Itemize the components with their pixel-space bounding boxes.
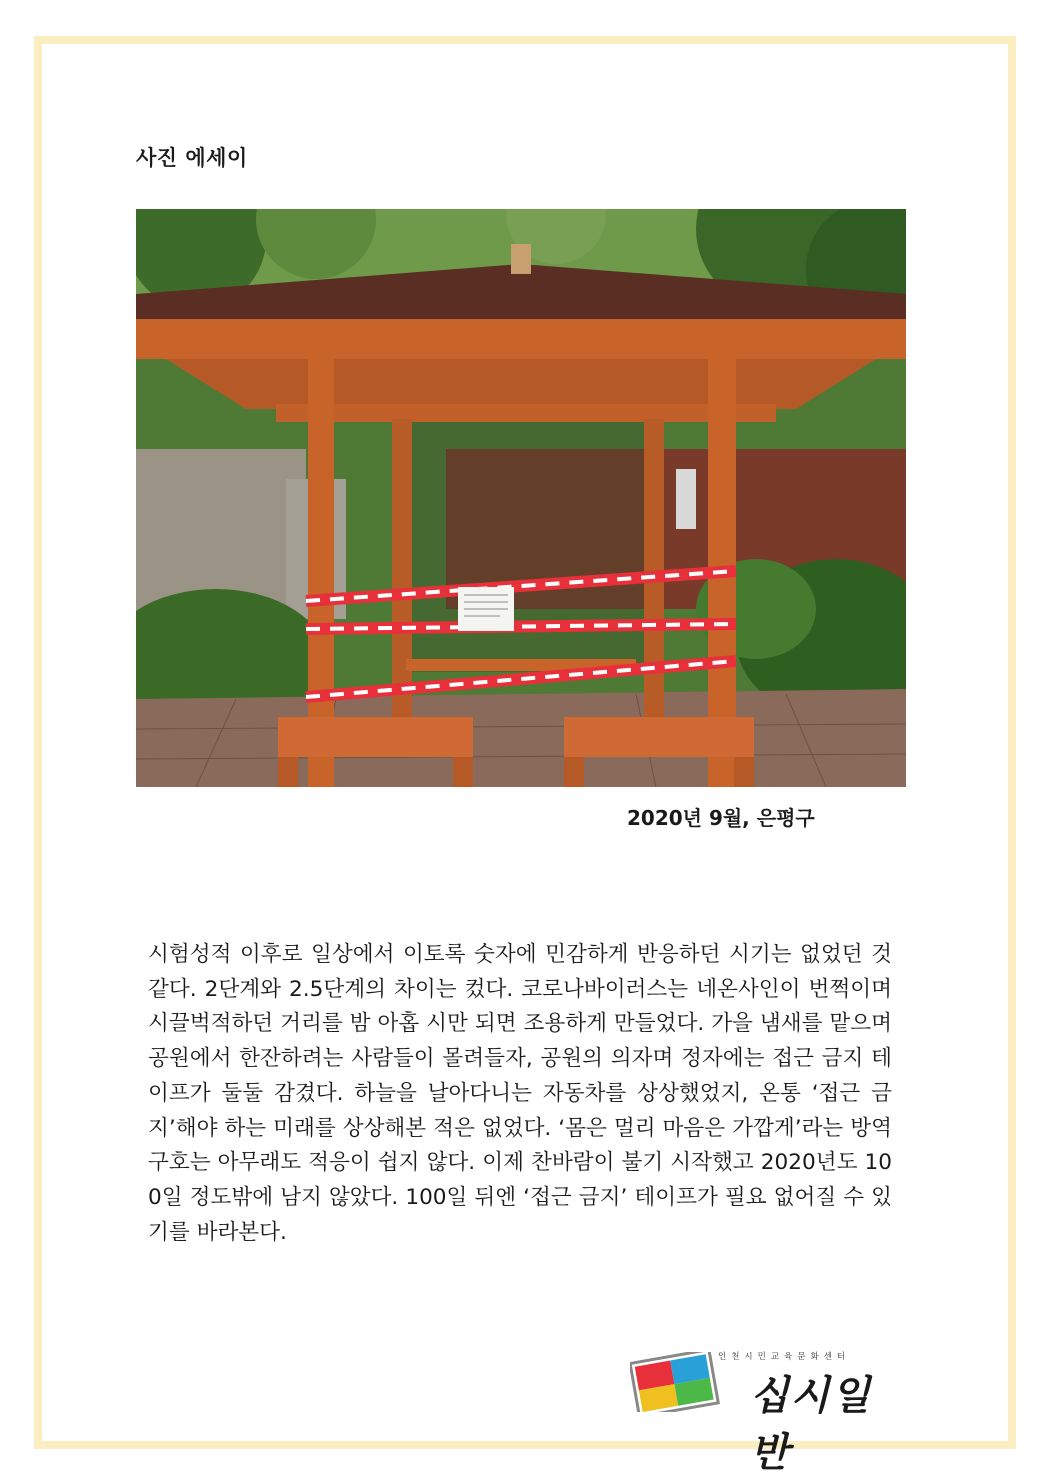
logo-org-name: 인천시민교육문화센터 [718, 1352, 851, 1362]
section-title: 사진 에세이 [136, 146, 248, 170]
essay-text: 시험성적 이후로 일상에서 이토록 숫자에 민감하게 반응하던 시기는 없었던 것 같다. 2단계와 2.5단계의 차이는 컸다. 코로나바이러스는 네온사인이 번쩍이며 시끌벅적하던 거리를 밤 아홉 시만 되면 조용하게 만들었다. 가을 냄새를 맡으며 공원에서 한잔하려는 사람들이 몰려들자, 공원의 의자며 정자에는 접근 금지 테이프가 둘둘 감겼다. 하늘을 날아다니는 자동차를 상상했었지, 온통 ‘접근 금지’해야 하는 미래를 상상해본 적은 없었다. ‘몸은 멀리 마음은 가깝게’라는 방역 구호는 아무래도 적응이 쉽지 않다. 이제 찬바람이 불기 시작했고 2020년도 100일 정도밖에 남지 않았다. 100일 뒤엔 ‘접근 금지’ 테이프가 필요 없어질 수 있기를 바라본다. [148, 942, 892, 1245]
logo-mark-icon [630, 1352, 720, 1412]
logo [630, 1348, 900, 1476]
photo-caption: 2020년 9월, 은평구 [627, 806, 815, 830]
gazebo-photo [136, 209, 906, 787]
logo-name: 십시일반 [750, 1372, 872, 1476]
